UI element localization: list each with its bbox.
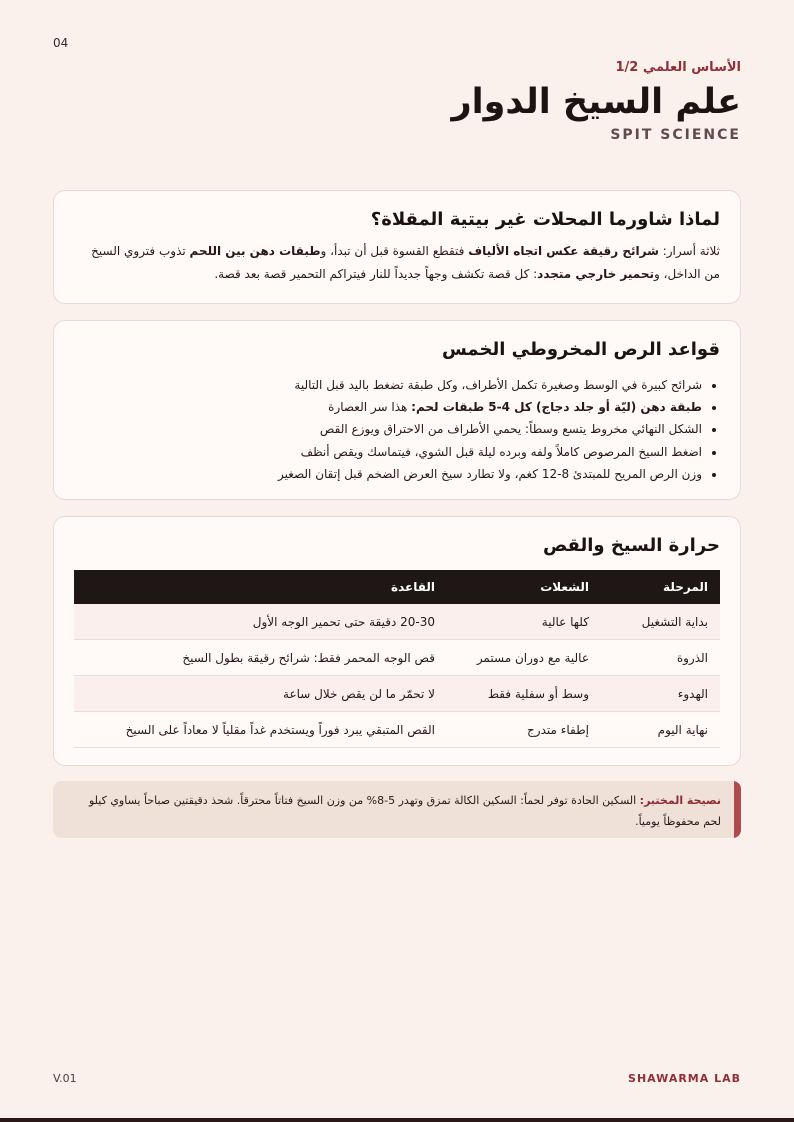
section-eyebrow: الأساس العلمي 1/2	[615, 60, 741, 75]
paragraph-bold-text: شرائح رقيقة عكس اتجاه الألياف	[468, 244, 659, 258]
list-item-text: اضغط السيخ المرصوص كاملاً ولفه وبرده ليلة قبل الشوي، فيتماسك ويقص أنظف	[300, 444, 702, 459]
stage-cell: نهاية اليوم	[601, 712, 720, 748]
table-row	[74, 712, 720, 748]
table-row	[74, 604, 720, 640]
flames-cell: وسط أو سفلية فقط	[447, 676, 601, 712]
section-heading: قواعد الرص المخروطي الخمس	[441, 339, 720, 360]
rule-cell: لا تحمّر ما لن يقص خلال ساعة	[74, 676, 447, 712]
table-header-row	[74, 570, 720, 604]
table-row	[74, 676, 720, 712]
list-item-text: وزن الرص المريح للمبتدئ 8-12 كغم، ولا تطارد سيخ العرض الضخم قبل إتقان الصغير	[277, 466, 702, 481]
shop-shawarma-card	[53, 190, 741, 304]
paragraph-text: : كل قصة تكشف وجهاً جديداً للنار فيتراكم التحمير قصة بعد قصة.	[214, 266, 538, 281]
paragraph-bold-text: طبقات دهن بين اللحم	[189, 244, 321, 258]
list-item-text: الشكل النهائي مخروط يتسع وسطاً: يحمي الأطراف من الاحتراق ويوزع القص	[319, 422, 702, 437]
flames-column-header: الشعلات	[540, 580, 589, 594]
heat-table	[74, 570, 720, 748]
page-title: علم السيخ الدوار	[451, 82, 741, 122]
tip-text	[81, 791, 721, 833]
brand-label: SHAWARMA LAB	[628, 1072, 741, 1085]
stage-cell: بداية التشغيل	[601, 604, 720, 640]
list-item-bold-text: طبقة دهن (ليّة أو جلد دجاج) كل 4-5 طبقات لحم:	[411, 400, 702, 415]
page-header	[451, 60, 741, 143]
bottom-bar	[0, 1118, 794, 1122]
flames-cell: إطفاء متدرج	[447, 712, 601, 748]
heat-and-cutting-card	[53, 516, 741, 766]
stage-cell: الذروة	[601, 640, 720, 676]
heat-table-wrap	[74, 570, 720, 748]
lab-tip-callout	[53, 781, 741, 838]
section-paragraph	[74, 240, 720, 286]
paragraph-text: ثلاثة أسرار:	[658, 244, 720, 258]
list-item	[74, 418, 702, 440]
page-number: 04	[53, 36, 69, 50]
stacking-rules-card	[53, 320, 741, 500]
list-item	[74, 463, 702, 485]
list-item	[74, 396, 702, 418]
list-item-text: شرائح كبيرة في الوسط وصغيرة تكمل الأطراف، وكل طبقة تضغط باليد قبل التالية	[294, 378, 702, 392]
section-heading: حرارة السيخ والقص	[542, 535, 720, 556]
rule-cell: القص المتبقي يبرد فوراً ويستخدم غداً مقلياً لا معاداً على السيخ	[74, 712, 447, 748]
list-item-text: هذا سر العصارة	[328, 400, 412, 415]
flames-cell: كلها عالية	[447, 604, 601, 640]
page-subtitle: SPIT SCIENCE	[610, 127, 741, 143]
rules-list	[74, 374, 720, 485]
paragraph-bold-text: تحمير خارجي متجدد	[537, 266, 654, 281]
list-item	[74, 374, 702, 396]
table-body	[74, 604, 720, 748]
stage-column-header: المرحلة	[663, 580, 708, 594]
table-row	[74, 640, 720, 676]
version-label: V.01	[53, 1072, 77, 1085]
paragraph-text: تذوب فتروي السيخ من الداخل، و	[91, 244, 720, 281]
rule-cell: قص الوجه المحمر فقط: شرائح رقيقة بطول السيخ	[74, 640, 447, 676]
rule-cell: 20-30 دقيقة حتى تحمير الوجه الأول	[74, 604, 447, 640]
tip-label: نصيحة المختبر:	[639, 794, 721, 807]
paragraph-text: فتقطع القسوة قبل أن تبدأ، و	[320, 244, 469, 258]
tip-body: السكين الحادة توفر لحماً: السكين الكالة تمزق وتهدر 5-8% من وزن السيخ فتاتاً محترقاً. شحذ دقيقتين صباحاً يساوي كيلو لحم محفوظاً يومياً.	[88, 794, 721, 828]
stage-cell: الهدوء	[601, 676, 720, 712]
section-heading: لماذا شاورما المحلات غير بيتية المقلاة؟	[370, 209, 720, 230]
table-header	[74, 570, 720, 604]
list-item	[74, 441, 702, 463]
flames-cell: عالية مع دوران مستمر	[447, 640, 601, 676]
rule-column-header: القاعدة	[391, 580, 435, 594]
